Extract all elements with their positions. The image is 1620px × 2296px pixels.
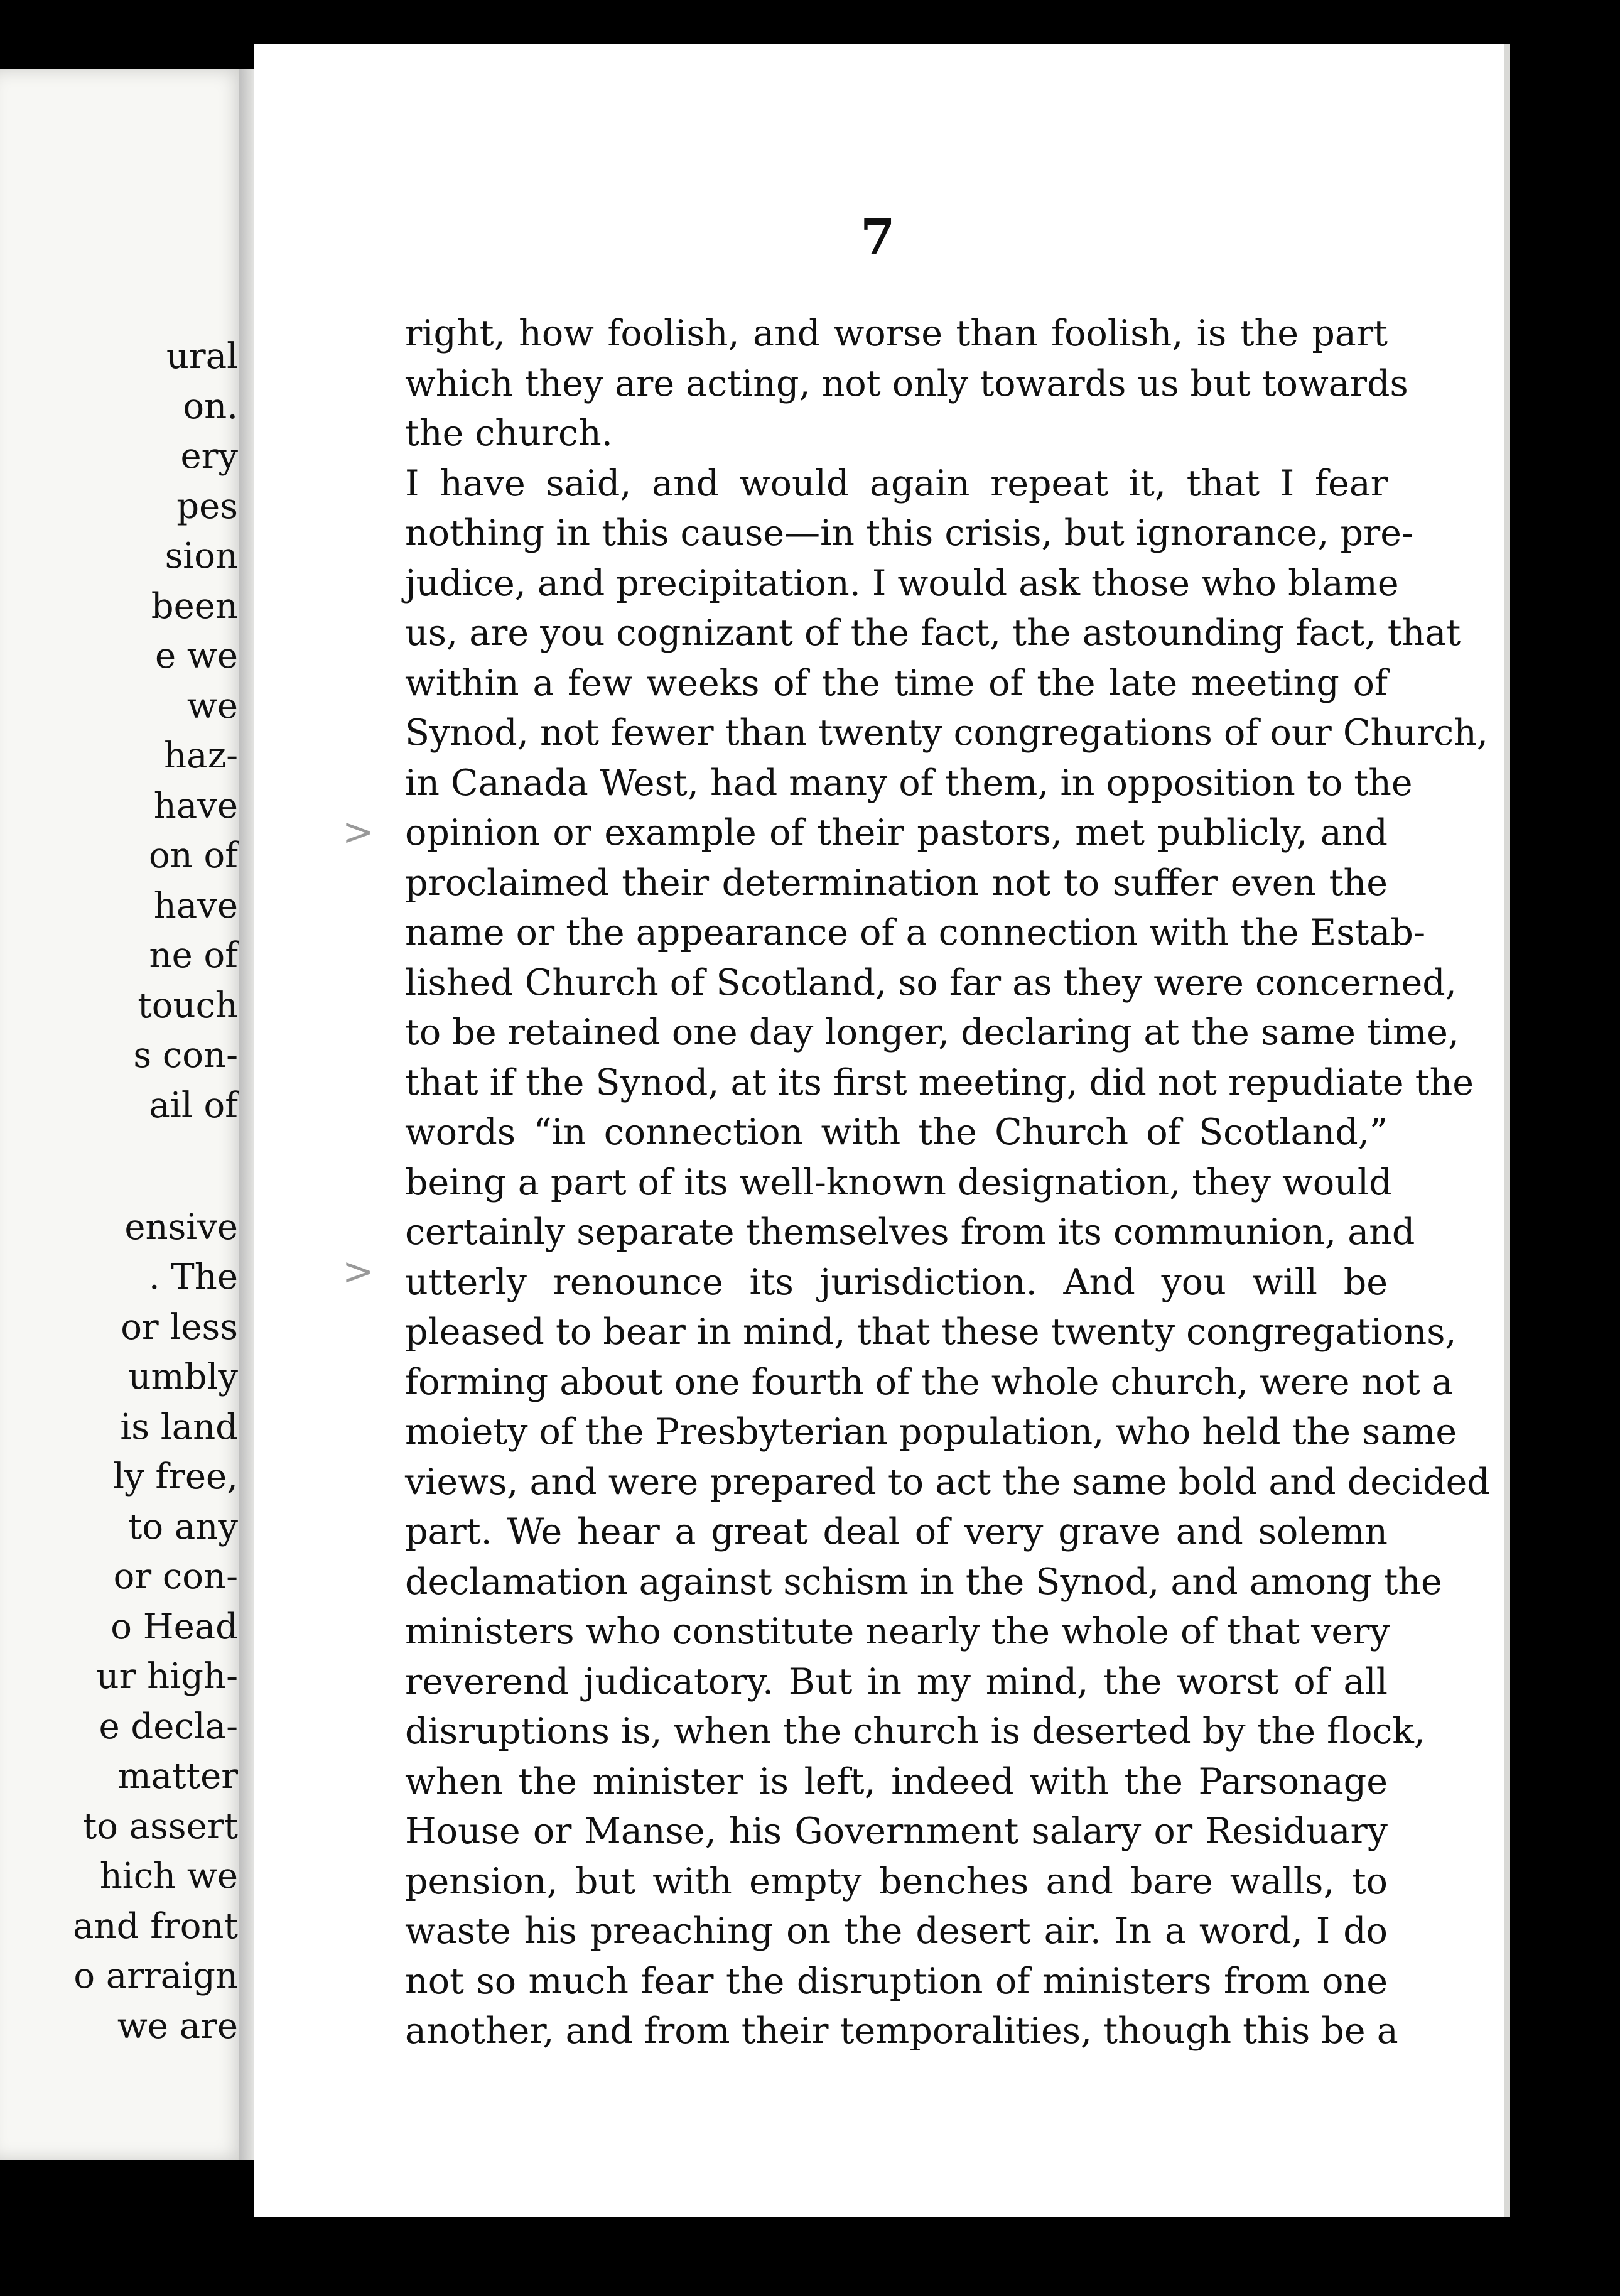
text-line: the church. bbox=[405, 413, 613, 454]
text-line: disruptions is, when the church is deserted by the flock, bbox=[405, 1711, 1426, 1752]
left-page-line: been bbox=[151, 585, 238, 627]
text-line: moiety of the Presbyterian population, who held the same bbox=[405, 1411, 1457, 1453]
left-page-line: or con- bbox=[113, 1556, 238, 1597]
left-page-line: s con- bbox=[133, 1035, 238, 1076]
left-page-line: pes bbox=[176, 485, 238, 527]
left-page-line: touch bbox=[138, 985, 238, 1026]
left-page-line: sion bbox=[165, 536, 238, 577]
text-line: views, and were prepared to act the same bold and decided bbox=[405, 1461, 1490, 1503]
left-page-line: . The bbox=[148, 1257, 238, 1297]
left-page-line: haz- bbox=[164, 735, 238, 776]
text-line: right, how foolish, and worse than foolish, is the part bbox=[405, 313, 1388, 354]
text-line: lished Church of Scotland, so far as they were concerned, bbox=[405, 961, 1457, 1004]
margin-mark: > bbox=[342, 1250, 374, 1294]
left-page-line: e we bbox=[154, 636, 238, 676]
text-line: House or Manse, his Government salary or Residuary bbox=[405, 1811, 1388, 1852]
text-line: another, and from their temporalities, though this be a bbox=[405, 2010, 1398, 2052]
body-text bbox=[405, 309, 1490, 2057]
left-page-line: e decla- bbox=[99, 1706, 238, 1747]
text-line: waste his preaching on the desert air. In a word, I do bbox=[405, 1910, 1388, 1952]
left-page-line: o arraign bbox=[73, 1956, 238, 1996]
text-line: judice, and precipitation. I would ask those who blame bbox=[405, 562, 1399, 604]
left-page-line: we are bbox=[117, 2005, 238, 2047]
text-line: utterly renounce its jurisdiction. And you will be bbox=[405, 1261, 1388, 1303]
left-page-line: o Head bbox=[111, 1606, 238, 1647]
text-line: certainly separate themselves from its communion, and bbox=[405, 1211, 1415, 1253]
left-page-line: have bbox=[153, 885, 238, 926]
text-line: in Canada West, had many of them, in opposition to the bbox=[405, 762, 1413, 804]
text-line: reverend judicatory. But in my mind, the worst of all bbox=[405, 1660, 1388, 1703]
left-page-line: hich we bbox=[99, 1856, 238, 1897]
text-line: being a part of its well-known designation, they would bbox=[405, 1161, 1392, 1203]
left-page-line: is land bbox=[120, 1406, 238, 1448]
left-page-line: matter bbox=[117, 1756, 238, 1797]
text-line: forming about one fourth of the whole church, were not a bbox=[405, 1361, 1453, 1403]
text-line: to be retained one day longer, declaring at the same time, bbox=[405, 1012, 1459, 1053]
left-page-line: ery bbox=[180, 436, 238, 477]
left-page-line: ly free, bbox=[113, 1456, 238, 1497]
text-line: words “in connection with the Church of Scotland,” bbox=[405, 1112, 1388, 1153]
text-line: I have said, and would again repeat it, that I fear bbox=[405, 462, 1388, 504]
text-line: us, are you cognizant of the fact, the astounding fact, that bbox=[405, 612, 1461, 654]
text-line: that if the Synod, at its first meeting, did not repudiate the bbox=[405, 1061, 1474, 1103]
text-line: pension, but with empty benches and bare walls, to bbox=[405, 1860, 1388, 1902]
left-page-line: umbly bbox=[128, 1356, 238, 1397]
text-line: which they are acting, not only towards us but towards bbox=[405, 362, 1408, 404]
page-number: 7 bbox=[860, 207, 895, 266]
text-line: proclaimed their determination not to suffer even the bbox=[405, 862, 1388, 904]
left-page-line: have bbox=[153, 785, 238, 826]
text-line: opinion or example of their pastors, met publicly, and bbox=[405, 812, 1388, 853]
left-page-line: to any bbox=[127, 1506, 238, 1547]
text-line: when the minister is left, indeed with the Parsonage bbox=[405, 1760, 1388, 1802]
left-page-line: on. bbox=[183, 386, 238, 427]
left-page-line: or less bbox=[121, 1306, 238, 1348]
left-page-line: ur high- bbox=[96, 1656, 238, 1697]
left-page-line: ne of bbox=[149, 935, 238, 976]
margin-mark: > bbox=[342, 810, 374, 854]
left-page-line: to assert bbox=[82, 1806, 238, 1847]
left-page-line: on of bbox=[148, 835, 238, 876]
text-line: pleased to bear in mind, that these twenty congregations, bbox=[405, 1311, 1457, 1353]
text-line: not so much fear the disruption of ministers from one bbox=[405, 1960, 1388, 2002]
text-line: nothing in this cause—in this crisis, but ignorance, pre- bbox=[405, 512, 1414, 554]
text-line: Synod, not fewer than twenty congregations of our Church, bbox=[405, 712, 1488, 754]
text-line: within a few weeks of the time of the late meeting of bbox=[405, 662, 1388, 704]
left-facing-page bbox=[0, 69, 248, 2160]
left-page-line: ail of bbox=[149, 1085, 238, 1126]
left-page-line: we bbox=[186, 685, 238, 727]
left-page-line: ural bbox=[166, 336, 238, 377]
text-line: part. We hear a great deal of very grave and solemn bbox=[405, 1511, 1388, 1552]
text-line: declamation against schism in the Synod, and among the bbox=[405, 1561, 1442, 1603]
left-page-line: and front bbox=[73, 1905, 238, 1947]
text-line: ministers who constitute nearly the whole of that very bbox=[405, 1611, 1390, 1652]
left-page-line: ensive bbox=[124, 1206, 238, 1248]
text-line: name or the appearance of a connection with the Estab- bbox=[405, 912, 1426, 953]
